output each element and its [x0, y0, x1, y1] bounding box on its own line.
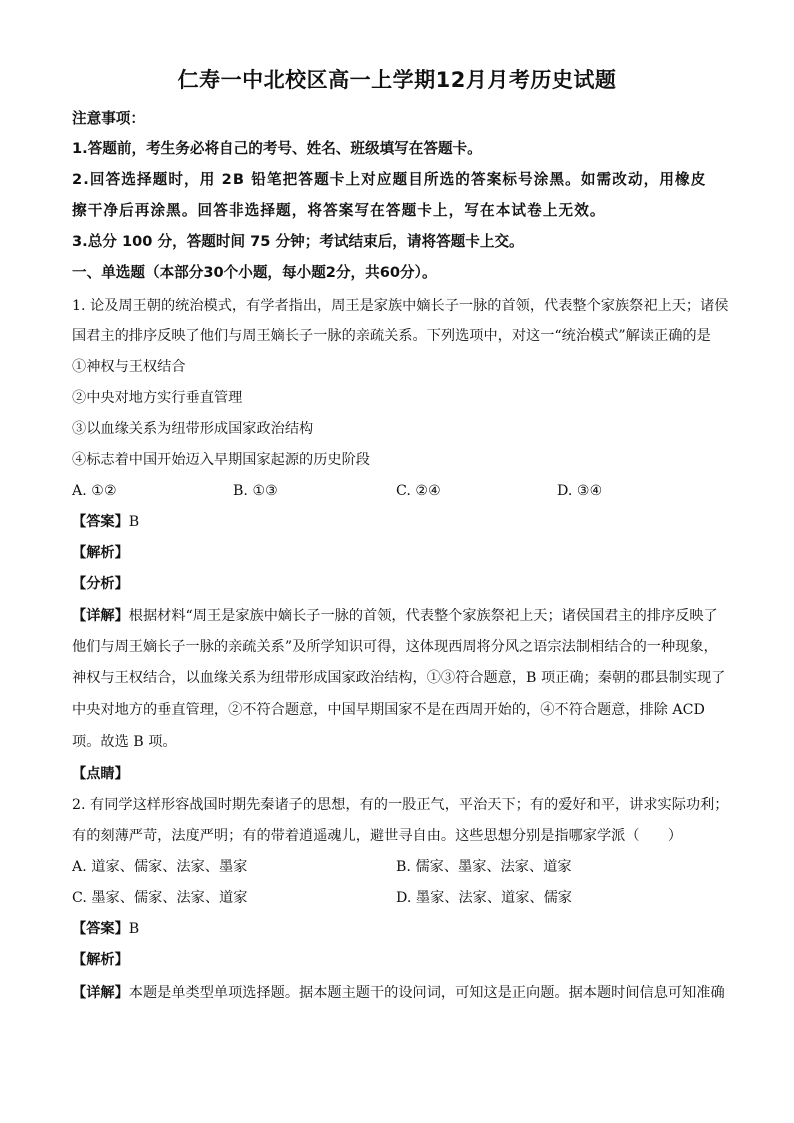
detail-text: 根据材料“周王是家族中嫡长子一脉的首领，代表整个家族祭祀上天；诸侯国君主的排序反映了 — [128, 608, 718, 624]
answer-label: 【答案】 — [72, 921, 129, 937]
q1-jingdian-label: 【点睛】 — [72, 766, 129, 782]
detail-label: 【详解】 — [72, 985, 129, 1001]
q2-answer — [72, 919, 139, 939]
q2-option-a: A. 道家、儒家、法家、墨家 — [72, 859, 248, 875]
notice-item-2-cont: 擦干净后再涂黑。回答非选择题，将答案写在答题卡上，写在本试卷上无效。 — [72, 202, 606, 219]
q1-stem-line-1: 1. 论及周王朝的统治模式，有学者指出，周王是家族中嫡长子一脉的首领，代表整个家族祭祀上天；诸侯 — [72, 298, 729, 314]
answer-value: B — [128, 921, 140, 937]
q1-item-4: ④标志着中国开始迈入早期国家起源的历史阶段 — [72, 452, 370, 468]
notice-item-1: 1.答题前，考生务必将自己的考号、姓名、班级填写在答题卡。 — [72, 140, 482, 157]
q2-option-b: B. 儒家、墨家、法家、道家 — [396, 859, 572, 875]
answer-label: 【答案】 — [72, 514, 129, 530]
notice-heading: 注意事项： — [72, 110, 145, 127]
section-heading: 一、单选题（本部分30个小题，每小题2分，共60分）。 — [72, 264, 437, 281]
q1-fenxi-label: 【分析】 — [72, 576, 129, 592]
q1-option-b: B. ①③ — [233, 483, 278, 499]
q1-detail-line-3: 神权与王权结合，以血缘关系为纽带形成国家政治结构，①③符合题意，B 项正确；秦朝的郡县制实现了 — [72, 670, 726, 686]
q1-option-a: A. ①② — [72, 483, 117, 499]
q2-detail-line-1 — [72, 983, 725, 1003]
q2-stem-line-2: 有的刻薄严苛，法度严明；有的带着逍遥魂儿，避世寻自由。这些思想分别是指哪家学派（ ） — [72, 828, 683, 844]
notice-item-3: 3.总分 100 分，答题时间 75 分钟；考试结束后，请将答题卡上交。 — [72, 233, 524, 250]
q1-item-3: ③以血缘关系为纽带形成国家政治结构 — [72, 421, 314, 437]
q1-answer — [72, 512, 139, 532]
q2-option-d: D. 墨家、法家、道家、儒家 — [396, 890, 572, 906]
q1-detail-line-5: 项。故选 B 项。 — [72, 734, 177, 750]
q1-detail-line-4: 中央对地方的垂直管理，②不符合题意，中国早期国家不是在西周开始的，④不符合题意，排除 ACD — [72, 702, 705, 718]
q1-option-d: D. ③④ — [557, 483, 603, 499]
q1-detail-line-2: 他们与周王嫡长子一脉的亲疏关系”及所学知识可得，这体现西周将分风之语宗法制相结合的一种现象， — [72, 639, 718, 655]
q2-stem-line-1: 2. 有同学这样形容战国时期先秦诸子的思想，有的一股正气，平治天下；有的爱好和平，讲求实际功利； — [72, 797, 729, 813]
notice-item-2: 2.回答选择题时，用 2B 铅笔把答题卡上对应题目所选的答案标号涂黑。如需改动，用橡皮 — [72, 171, 707, 188]
q2-analysis-label: 【解析】 — [72, 952, 129, 968]
q1-stem-line-2: 国君主的排序反映了他们与周王嫡长子一脉的亲疏关系。下列选项中，对这一“统治模式”解读正确的是 — [72, 328, 711, 344]
q1-item-2: ②中央对地方实行垂直管理 — [72, 390, 243, 406]
q1-detail-line-1 — [72, 606, 718, 626]
exam-title: 仁寿一中北校区高一上学期12月月考历史试题 — [177, 68, 617, 92]
answer-value: B — [128, 514, 140, 530]
q1-option-c: C. ②④ — [396, 483, 441, 499]
q1-item-1: ①神权与王权结合 — [72, 359, 186, 375]
q2-option-c: C. 墨家、儒家、法家、道家 — [72, 890, 248, 906]
detail-text: 本题是单类型单项选择题。据本题主题干的设问词，可知这是正向题。据本题时间信息可知准确 — [128, 985, 725, 1001]
detail-label: 【详解】 — [72, 608, 129, 624]
q1-analysis-label: 【解析】 — [72, 545, 129, 561]
